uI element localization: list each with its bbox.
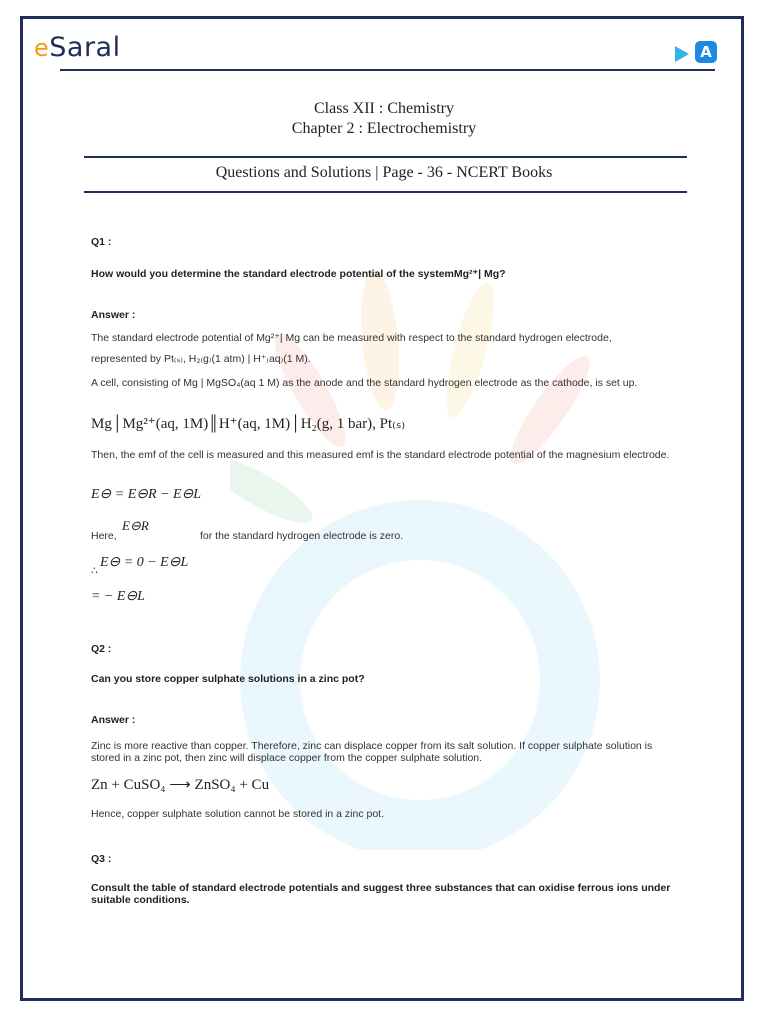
- therefore-symbol: ∴: [91, 565, 98, 577]
- q1-equation-3: = − E⊖L: [91, 589, 145, 604]
- google-play-icon[interactable]: [675, 46, 689, 62]
- class-title: Class XII : Chemistry: [314, 100, 454, 117]
- q1-here-symbol: E⊖R: [122, 518, 149, 533]
- q1-here-label: Here,: [91, 530, 117, 542]
- q2-answer-p1: Zinc is more reactive than copper. Therefore, zinc can displace copper from its salt solution. If copper sulphate solution is stored in a zinc pot, then zinc will displace copper from the copper sulphate solution.: [91, 740, 653, 764]
- q1-here-text: for the standard hydrogen electrode is zero.: [200, 530, 404, 542]
- q1-label: Q1 :: [91, 236, 112, 248]
- q2-label: Q2 :: [91, 643, 112, 655]
- q1-answer-p1: The standard electrode potential of Mg²⁺| Mg can be measured with respect to the standard hydrogen electrode,: [91, 332, 612, 344]
- chapter-title: Chapter 2 : Electrochemistry: [291, 120, 477, 137]
- page-subtitle: Questions and Solutions | Page - 36 - NCERT Books: [215, 164, 553, 181]
- q2-reaction-equation: Zn + CuSO₄ ⟶ ZnSO₄ + Cu: [91, 777, 270, 793]
- q1-answer-label: Answer :: [91, 309, 136, 321]
- q2-answer-label: Answer :: [91, 714, 136, 726]
- q1-emf-equation: E⊖ = E⊖R − E⊖L: [91, 487, 202, 502]
- q2-question: Can you store copper sulphate solutions in a zinc pot?: [91, 673, 365, 685]
- q1-answer-p4: Then, the emf of the cell is measured and this measured emf is the standard electrode potential of the magnesium electrode.: [91, 449, 670, 461]
- q3-label: Q3 :: [91, 853, 112, 865]
- q1-answer-p3: A cell, consisting of Mg | MgSO₄(aq 1 M) as the anode and the standard hydrogen electrode as the cathode, is set up.: [91, 377, 638, 389]
- q3-question: Consult the table of standard electrode potentials and suggest three substances that can oxidise ferrous ions under suitable conditions.: [91, 882, 671, 906]
- logo-text: Saral: [49, 32, 121, 63]
- q1-question: How would you determine the standard electrode potential of the systemMg²⁺| Mg?: [91, 268, 506, 280]
- app-store-icon[interactable]: A: [695, 41, 717, 63]
- esaral-logo[interactable]: [34, 32, 121, 63]
- q1-equation-2: E⊖ = 0 − E⊖L: [100, 555, 189, 570]
- logo-mark: e: [34, 34, 50, 62]
- q1-cell-equation: Mg│Mg²⁺(aq, 1M)║H⁺(aq, 1M)│H₂(g, 1 bar), Pt₍ₛ₎: [91, 416, 406, 432]
- subtitle-top-rule: [84, 156, 687, 158]
- header-divider: [60, 69, 715, 71]
- q1-answer-p2: represented by Pt₍ₛ₎, H₂₍g₎(1 atm) | H⁺₍aq₎(1 M).: [91, 353, 311, 365]
- q2-answer-p2: Hence, copper sulphate solution cannot be stored in a zinc pot.: [91, 808, 385, 820]
- subtitle-bottom-rule: [84, 191, 687, 193]
